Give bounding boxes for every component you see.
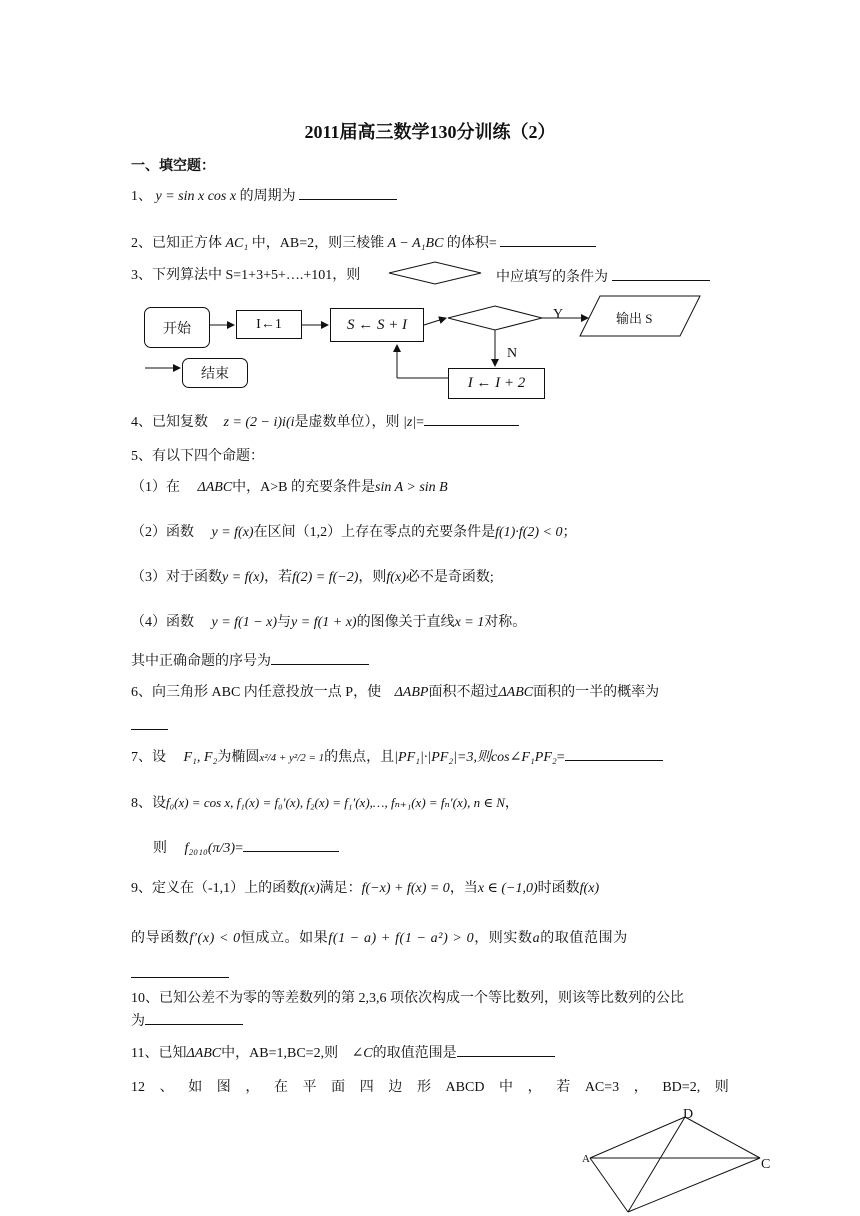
q5-p1-triangle: ΔABC: [197, 480, 233, 495]
q7-condition: |PF₁|·|PF₂|=3,则: [394, 750, 491, 765]
question-9-line-2: [131, 930, 628, 948]
q12-word: 则: [714, 1080, 729, 1095]
q8-text-post: ，: [504, 796, 519, 811]
q9-condition: x ∈ (−1,0): [477, 881, 538, 896]
figure-vertex-d: D: [683, 1107, 694, 1122]
q9-derivative: f′(x) < 0: [189, 931, 241, 946]
flow-no-label: N: [507, 346, 518, 361]
q4-text: 4、已知复数: [131, 415, 208, 430]
q7-cos: cos∠F₁PF₂: [490, 750, 557, 765]
answer-blank: [424, 412, 519, 426]
question-5-prop-1: [131, 479, 448, 497]
q4-abs: |z|: [403, 415, 417, 430]
figure-vertex-a: A: [582, 1153, 590, 1165]
q8-formula: f₀(x) = cos x, f₁(x) = f₀′(x), f₂(x) = f₁′(x),…, fₙ₊₁(x) = fₙ′(x), n ∈ N: [166, 795, 505, 810]
q9-l2-post: 的取值范围为: [540, 931, 628, 946]
q5-p4-function-1: y = f(1 − x): [211, 615, 278, 630]
q12-word: 形: [416, 1080, 431, 1095]
q5-p1-pre: （1）在: [131, 480, 180, 495]
q9-equation: f(−x) + f(x) = 0: [361, 881, 450, 896]
q10-text: 为: [131, 1014, 145, 1029]
q5-p4-function-2: y = f(1 + x): [291, 615, 357, 630]
flow-output-label: 输出 S: [616, 311, 653, 326]
q11-text-post: 的取值范围是: [372, 1046, 457, 1061]
flow-init-box: [236, 310, 302, 339]
question-10-line-2: [131, 1011, 243, 1031]
flow-end-label: 结束: [201, 367, 229, 382]
figure-vertex-c: C: [761, 1157, 771, 1172]
q5-p2-pre: （2）函数: [131, 525, 194, 540]
question-6-blank-line: [131, 716, 168, 736]
answer-blank: [565, 747, 663, 761]
q12-word: 面: [331, 1080, 346, 1095]
q2-cube: AC₁: [225, 236, 249, 251]
answer-blank: [145, 1011, 243, 1025]
q2-text-post: 的体积=: [446, 236, 497, 251]
q12-word: 图: [216, 1080, 231, 1095]
question-9-blank-line: [131, 964, 229, 984]
q5-p3-formula: f(2) = f(−2): [292, 570, 359, 585]
q4-formula: z = (2 − i)i(i: [223, 415, 295, 430]
q12-word: 12: [131, 1080, 145, 1095]
q1-text: 的周期为: [239, 189, 296, 204]
q12-word: 、: [159, 1080, 174, 1095]
q6-text-post: 面积的一半的概率为: [533, 685, 660, 700]
question-7: [131, 747, 663, 767]
q2-text: 2、已知正方体: [131, 236, 222, 251]
q5-p2-function: y = f(x): [211, 525, 254, 540]
q5-ask-text: 其中正确命题的序号为: [131, 654, 271, 669]
question-5-prop-2: [131, 524, 576, 542]
question-5-prop-4: [131, 614, 526, 632]
condition-diamond: [448, 306, 542, 330]
q1-number: 1、: [131, 189, 152, 204]
q4-text-post: =: [416, 415, 425, 430]
q2-text-mid: 中，AB=2，则三棱锥: [251, 236, 385, 251]
q7-foci: F₁, F₂: [183, 750, 218, 765]
question-12: [131, 1079, 729, 1097]
q7-text-post: =: [556, 750, 565, 765]
flow-sum-label: S ← S + I: [346, 316, 408, 333]
q12-word: ，: [527, 1080, 542, 1095]
q8-value: f₂₀₁₀(π/3): [184, 841, 236, 856]
q12-word: ，: [633, 1080, 648, 1095]
question-4: [131, 412, 519, 432]
q8-text: 8、设: [131, 796, 166, 811]
q7-text: 7、设: [131, 750, 166, 765]
question-10-line-1: 10、已知公差不为零的等差数列的第 2,3,6 项依次构成一个等比数列，则该等比数列的公比: [131, 991, 684, 1006]
q9-inequality: f(1 − a) + f(1 − a²) > 0: [328, 931, 475, 946]
question-5-prop-3: [131, 569, 494, 587]
answer-blank: [131, 964, 229, 978]
q12-word: ABCD: [445, 1080, 485, 1095]
question-5-stem: 5、有以下四个命题：: [131, 449, 264, 464]
q5-p4-mid: 与: [277, 615, 292, 630]
q4-text-mid: 是虚数单位），则: [294, 415, 400, 430]
question-9: [131, 880, 599, 898]
q12-word: 在: [273, 1080, 288, 1095]
q12-word: AC=3: [584, 1080, 620, 1095]
q5-p3-function-2: f(x): [386, 570, 406, 585]
q6-triangle-abp: ΔABP: [394, 685, 429, 700]
q6-triangle-abc: ΔABC: [498, 685, 534, 700]
q12-word: 若: [556, 1080, 571, 1095]
q5-p2-post: ；: [562, 525, 577, 540]
q5-p2-formula: f(1)·f(2) < 0: [495, 525, 563, 540]
q5-p4-post: 对称。: [484, 615, 527, 630]
q8-eq: =: [235, 841, 243, 856]
q11-angle: ∠C: [351, 1046, 373, 1061]
flow-end: [182, 358, 248, 388]
q11-text: 11、已知: [131, 1046, 187, 1061]
q2-pyramid: A − A₁BC: [387, 236, 444, 251]
q12-word: 中: [499, 1080, 514, 1095]
question-6: [131, 684, 659, 702]
q6-text: 6、向三角形 ABC 内任意投放一点 P，使: [131, 685, 382, 700]
flow-init-label: I←1: [256, 316, 282, 332]
q7-ellipse: x²/4 + y²/2 = 1: [259, 752, 325, 764]
q5-p3-post: 必不是奇函数;: [405, 570, 494, 585]
q9-l2-mid: 恒成立。如果: [240, 931, 329, 946]
q5-p4-line: x = 1: [454, 615, 485, 630]
question-11: [131, 1043, 555, 1063]
answer-blank: [271, 651, 369, 665]
answer-blank: [243, 838, 339, 852]
q5-p2-mid: 在区间（1,2）上存在零点的充要条件是: [253, 525, 496, 540]
q9-text-mid: 满足：: [319, 881, 362, 896]
q12-word: 平: [302, 1080, 317, 1095]
question-8: [131, 794, 519, 813]
q6-text-mid: 面积不超过: [428, 685, 499, 700]
q9-function-2: f(x): [579, 881, 600, 896]
answer-blank: [457, 1043, 555, 1057]
flow-increment-label: I ← I + 2: [467, 375, 526, 391]
q3-text: 3、下列算法中 S=1+3+5+….+101，则: [131, 268, 361, 283]
quadrilateral-figure: [590, 1117, 760, 1212]
q9-text: 9、定义在（-1,1）上的函数: [131, 881, 301, 896]
q5-p1-mid: 中，A>B 的充要条件是: [232, 480, 376, 495]
q12-word: 四: [359, 1080, 374, 1095]
q9-text-mid2: ，当: [449, 881, 478, 896]
q9-text-mid3: 时函数: [537, 881, 580, 896]
section-heading: 一、填空题：: [131, 159, 215, 174]
answer-blank: [131, 716, 168, 730]
q3-text-post: 中应填写的条件为: [496, 270, 608, 285]
q9-variable: a: [532, 931, 541, 946]
flow-increment-box: [448, 368, 545, 399]
q12-word: 边: [388, 1080, 403, 1095]
q12-word: BD=2,: [662, 1080, 701, 1095]
flow-yes-label: Y: [553, 307, 564, 322]
q5-p3-function: y = f(x): [222, 570, 265, 585]
page-title: 2011届高三数学130分训练（2）: [304, 122, 556, 142]
q11-triangle: ΔABC: [186, 1046, 222, 1061]
q1-formula: y = sin x cos x: [155, 189, 237, 204]
q9-l2-text: 的导函数: [131, 931, 190, 946]
q5-p4-pre: （4）函数: [131, 615, 194, 630]
q5-p3-mid: ，若: [264, 570, 293, 585]
q5-p1-formula: sin A > sin B: [375, 480, 448, 495]
q9-l2-mid2: ，则实数: [474, 931, 533, 946]
q5-p3-pre: （3）对于函数: [131, 570, 222, 585]
q12-word: ，: [245, 1080, 260, 1095]
q12-word: 如: [188, 1080, 203, 1095]
flow-start: [144, 307, 210, 348]
q5-p3-mid2: ，则: [358, 570, 387, 585]
q7-text-mid2: 的焦点，且: [324, 750, 395, 765]
q3-condition-diamond: [389, 262, 481, 284]
q9-function: f(x): [300, 881, 320, 896]
q8-then: 则: [153, 841, 167, 856]
question-8-line-2: [153, 838, 339, 858]
flow-start-label: 开始: [163, 321, 191, 337]
q5-p4-mid2: 的图像关于直线: [356, 615, 455, 630]
flow-sum-box: [330, 308, 424, 342]
q7-text-mid: 为椭圆: [217, 750, 260, 765]
question-5-ask: [131, 651, 369, 671]
q11-text-mid: 中，AB=1,BC=2,则: [221, 1046, 339, 1061]
